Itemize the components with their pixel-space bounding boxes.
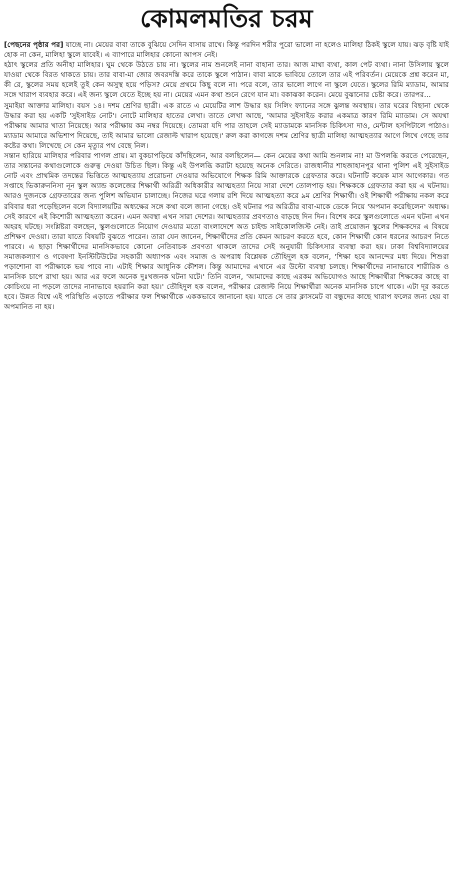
headline: কোমলমতির চরম bbox=[140, 4, 313, 33]
article-paragraph: সুমাইয়া আক্তার মালিহা। বয়স ১৪। দশম শ্রেণির ছাত্রী। এক রাতে এ মেয়েটির লাশ উদ্ধার হয় সিলিং ফ্যানের সঙ্গে ঝুলন্ত অবস্থায়। তার ঘরের বিছানা থেকে উদ্ধার করা হয় একটি 'সুইসাইড নোট'। নোটে মালিহার হাতের লেখা। তাতে লেখা আছে, 'আমার সুইসাইড করার একমাত্র কারণ রিমি ম্যাডাম। সে অযথা পরীক্ষায় আমার খাতা নিয়েছে। আর পরীক্ষায় কম নম্বর দিয়েছে। তোমরা যদি পার তাহলে সেই ম্যাডামকে মানসিক চিকিৎসা দাও, মেন্টাল হসপিটালে পাঠাও। ম্যাডাম আমারে অভিশাপ দিয়েছে, তাই আমার ভালো রেজাল্ট খারাপ হয়েছে।' রুল করা কাগজে দশম শ্রেণির ছাত্রী মালিহা আত্মহত্যার আগে লিখে গেছে তার কষ্টের কথা। লিখেছে সে কেন মৃত্যুর পথ বেছে নিল। bbox=[4, 100, 449, 150]
article-paragraph: সন্তান হারিয়ে মালিহার পরিবার পাগল প্রায়। মা বুকচাপড়িয়ে কাঁদছিলেন, আর বলছিলেন— কেন মেয়ের কথা আমি শুনলাম না! মা উপলব্ধি করতে পেরেছেন, তার সন্তানের কথাগুলোকে গুরুত্ব দেওয়া উচিত ছিল। কিন্তু এই উপলব্ধি করাটা হয়েছে অনেক দেরিতে। রাজধানীর শাহজাহানপুর থানা পুলিশ এই সুইসাইড নোট এবং প্রাথমিক তদন্তের ভিত্তিতে আত্মহত্যায় প্ররোচনা দেওয়ার অভিযোগে শিক্ষক রিমি আক্তারকে গ্রেফতার করে। ঘটনাটি কয়েক মাস আগেকার। গত সপ্তাহে ভিকারুননিসা নূন স্কুল অ্যান্ড কলেজের শিক্ষার্থী অরিত্রী অধিকারীর আত্মহত্যা নিয়ে সারা দেশে তোলপাড় হয়। শিক্ষককে গ্রেফতার করা হয় এ ঘটনায়। আরও দুজনকে গ্রেফতারের জন্য পুলিশ অভিযান চালাচ্ছে। নিজের ঘরে গলায় রশি দিয়ে আত্মহত্যা করে ৯ম শ্রেণির শিক্ষার্থী। ওই শিক্ষার্থী পরীক্ষায় নকল করে রবিবার ধরা পড়েছিলেন বলে বিদ্যালয়টির অধ্যক্ষের সঙ্গে কথা বলে জানা গেছে। ওই ঘটনার পর অরিত্রীর বাবা-মাকে ডেকে নিয়ে 'অপমান করেছিলেন' অধ্যক্ষ। সেই কারণে এই কিশোরী আত্মহত্যা করেন। এমন অবস্থা এখন সারা দেশের। আত্মহত্যার প্রবণতাও বাড়ছে দিন দিন। বিশেষ করে স্কুলগুলোতে এমন ঘটনা এখন অহরহ ঘটছে। সংশ্লিষ্টরা বলছেন, স্কুলগুলোতে নিয়োগ দেওয়ার মতো বাংলাদেশে অত চাইল্ড সাইকোলজিস্ট নেই। তাই প্রয়োজন স্কুলের শিক্ষকদের এ বিষয়ে প্রশিক্ষণ দেওয়া। তারা যাতে বিষয়টি বুঝতে পারেন। তারা যেন জানেন, শিক্ষার্থীদের প্রতি কেমন আচরণ করতে হবে, কোন শিক্ষার্থী কোন ধরনের আচরণ নিতে পারবে। এ ছাড়া শিক্ষার্থীদের মানসিকভাবে কোনো নেতিবাচক প্রবণতা থাকলে তাদের সেই অনুযায়ী চিকিৎসার ব্যবস্থা করা হয়। ঢাকা বিশ্ববিদ্যালয়ের সমাজকল্যাণ ও গবেষণা ইনস্টিটিউটের সহকারী অধ্যাপক এবং সমাজ ও অপরাধ বিশ্লেষক তৌহিদুল হক বলেন, 'শিক্ষা হবে আনন্দের মধ্য দিয়ে। শিশুরা পড়াশোনা বা পরীক্ষাকে ভয় পাবে না। এটাই শিক্ষার আধুনিক কৌশল। কিন্তু আমাদের এখানে এর উল্টো ব্যবস্থা চলছে। শিক্ষার্থীদের নানাভাবে শারীরিক ও মানসিক চাপে রাখা হয়। আর এর ফলে অনেক দুঃখজনক ঘটনা ঘটে।' তিনি বলেন, 'আমাদের কাছে এরকম অভিযোগও আছে শিক্ষার্থীরা শিক্ষকের কাছে বা কোচিংয়ে না পড়লে তাদের নানাভাবে হয়রানি করা হয়।' তৌহিদুল হক বলেন, পরীক্ষার রেজাল্ট নিয়ে শিক্ষার্থীরা অনেক মানসিক চাপে থাকে। এটা দূর করতে হবে। উন্নত বিশ্বে এই পরিস্থিতি এড়াতে পরীক্ষার ফল শিক্ষার্থীকে এককভাবে জানানো হয়। যাতে সে তার ক্লাসমেট বা বন্ধুদের কাছে খারাপ ফলের জন্য হেয় বা অপমানিত না হয়। bbox=[4, 151, 449, 312]
paragraph-text: যাচ্ছে না। মেয়ের বাবা তাকে বুঝিয়ে সেদিন বাসায় রাখে। কিন্তু পরদিন শরীর পুরো ভালো না হলেও মালিহা ঠিকই স্কুলে যায়। ঝড় বৃষ্টি যাই হোক না কেন, মালিহা স্কুলে যাবেই। এ ব্যাপারে মালিহার কোনো আপস নেই। bbox=[4, 40, 449, 60]
continued-from-label: [পেছনের পৃষ্ঠার পর] bbox=[4, 40, 64, 49]
article-body bbox=[4, 40, 449, 313]
article-paragraph: হঠাৎ স্কুলের প্রতি অনীহা মালিহার। ঘুম থেকে উঠতে চায় না। স্কুলের নাম শুনলেই নানা বাহানা তার। আজ মাথা ব্যথা, কাল পেট ব্যথা। নানা উসিলায় স্কুলে যাওয়া থেকে বিরত থাকতে চায়। তার বাবা-মা জোর জবরদস্তি করে তাকে স্কুলে পাঠান। বাবা মাকে ভাবিয়ে তোলে তার এই পরিবর্তন। মেয়েকে প্রশ্ন করেন মা, কী রে, স্কুলের সময় হলেই তুই কেন অসুস্থ হয়ে পড়িস? মেয়ে প্রথমে কিছু বলে না। পরে বলে, তার ভালো লাগে না স্কুলে যেতে। স্কুলের রিমি ম্যাডাম, আমার সঙ্গে খারাপ ব্যবহার করে। এই জন্য স্কুলে যেতে ইচ্ছে হয় না। মেয়ের এমন কথা শুনে রেগে যান মা। বকাঝকা করেন। মেয়ে বুঝানোর চেষ্টা করে। তারপর... bbox=[4, 60, 449, 100]
article-paragraph bbox=[4, 40, 449, 60]
